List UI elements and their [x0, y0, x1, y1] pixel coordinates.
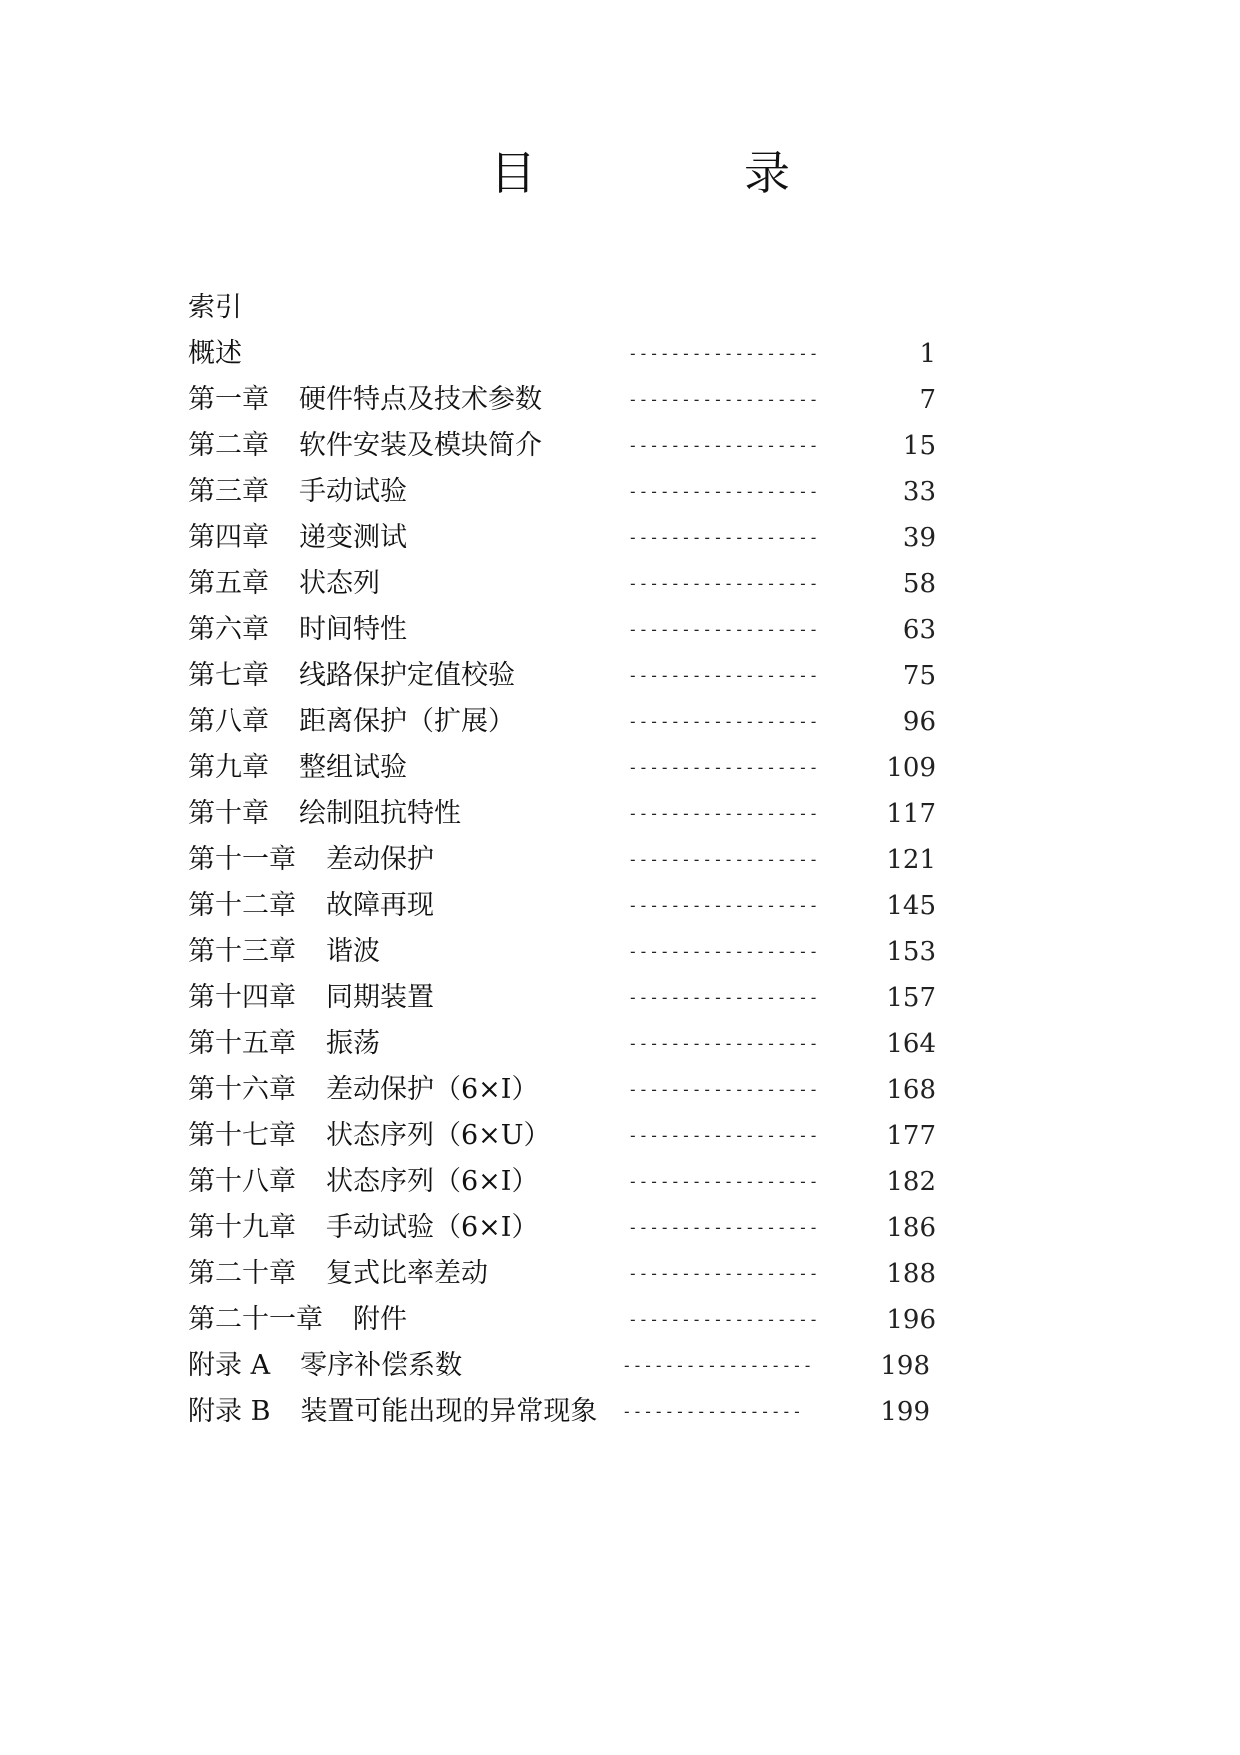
- toc-page-number: 196: [886, 1305, 936, 1335]
- toc-entry[interactable]: [188, 837, 948, 883]
- toc-entry[interactable]: [188, 469, 948, 515]
- toc-chapter-name: 硬件特点及技术参数: [299, 384, 542, 415]
- toc-leader-dashes: ------------------: [628, 390, 820, 409]
- toc-leader-dashes: ------------------: [628, 1080, 820, 1099]
- toc-entry-label: [188, 1251, 488, 1297]
- toc-entry-label: [188, 1297, 407, 1343]
- toc-chapter-name: 附件: [353, 1304, 407, 1335]
- toc-page-number: 182: [886, 1167, 936, 1197]
- toc-entry-label: [188, 653, 515, 699]
- toc-chapter-name: 状态列: [299, 568, 380, 599]
- toc-entry[interactable]: [188, 607, 948, 653]
- toc-entry-label: [188, 1205, 538, 1251]
- toc-leader-dashes: ------------------: [628, 1310, 820, 1329]
- toc-entry[interactable]: [188, 745, 948, 791]
- toc-chapter-number: 附录 A: [188, 1350, 271, 1381]
- title-char-right: 录: [744, 146, 790, 200]
- toc-chapter-name: 手动试验（6×I）: [326, 1212, 539, 1243]
- toc-page-number: 186: [886, 1213, 936, 1243]
- toc-entry-label: [188, 837, 434, 883]
- toc-chapter-number: 第二十一章: [188, 1304, 323, 1335]
- toc-page-number: 75: [902, 661, 936, 691]
- toc-chapter-name: 距离保护（扩展）: [299, 706, 515, 737]
- toc-chapter-name: 复式比率差动: [326, 1258, 488, 1289]
- toc-leader-dashes: ------------------: [628, 574, 820, 593]
- toc-chapter-name: 时间特性: [299, 614, 407, 645]
- toc-entry-label: [188, 699, 515, 745]
- toc-leader-dashes: ------------------: [628, 436, 820, 455]
- toc-page-number: 177: [886, 1121, 936, 1151]
- toc-entry-label: [188, 607, 407, 653]
- toc-page-number: 109: [886, 753, 936, 783]
- toc-chapter-number: 第十五章: [188, 1028, 296, 1059]
- toc-leader-dashes: ------------------: [628, 850, 820, 869]
- title-char-left: 目: [490, 146, 536, 200]
- toc-entry-label: [188, 975, 434, 1021]
- toc-chapter-number: 第十九章: [188, 1212, 296, 1243]
- toc-entry[interactable]: [188, 423, 948, 469]
- toc-entry[interactable]: [188, 1297, 948, 1343]
- toc-entry-label: [188, 423, 542, 469]
- toc-chapter-number: 第十三章: [188, 936, 296, 967]
- toc-page-number: 7: [919, 385, 936, 415]
- toc-entry-label: [188, 377, 542, 423]
- toc-entry[interactable]: [188, 1343, 948, 1389]
- toc-chapter-name: 零序补偿系数: [300, 1350, 463, 1381]
- toc-entry[interactable]: [188, 1021, 948, 1067]
- toc-chapter-name: 绘制阻抗特性: [299, 798, 461, 829]
- toc-chapter-number: 第十六章: [188, 1074, 296, 1105]
- toc-entry-label: [188, 791, 461, 837]
- toc-entry[interactable]: [188, 653, 948, 699]
- toc-chapter-number: 第八章: [188, 706, 269, 737]
- toc-leader-dashes: ------------------: [628, 1264, 820, 1283]
- toc-chapter-number: 第十七章: [188, 1120, 296, 1151]
- toc-entry-label: [188, 285, 242, 331]
- toc-entry-label: [188, 1021, 380, 1067]
- toc-entry[interactable]: [188, 285, 948, 331]
- toc-page-number: 96: [902, 707, 936, 737]
- toc-entry[interactable]: [188, 1159, 948, 1205]
- toc-entry[interactable]: [188, 699, 948, 745]
- toc-entry-label: [188, 1067, 538, 1113]
- toc-leader-dashes: ------------------: [628, 1126, 820, 1145]
- toc-chapter-name: 状态序列（6×I）: [326, 1166, 539, 1197]
- toc-chapter-name: 振荡: [326, 1028, 380, 1059]
- toc-page-number: 168: [886, 1075, 936, 1105]
- toc-entry[interactable]: [188, 929, 948, 975]
- toc-chapter-number: 第一章: [188, 384, 269, 415]
- toc-entry[interactable]: [188, 975, 948, 1021]
- toc-entry[interactable]: [188, 1113, 948, 1159]
- toc-chapter-number: 第十一章: [188, 844, 296, 875]
- toc-chapter-name: 线路保护定值校验: [299, 660, 515, 691]
- toc-chapter-name: 手动试验: [299, 476, 407, 507]
- toc-entry[interactable]: [188, 883, 948, 929]
- toc-leader-dashes: ------------------: [628, 1172, 820, 1191]
- toc-entry-label: [188, 469, 407, 515]
- toc-leader-dashes: ------------------: [628, 620, 820, 639]
- toc-chapter-number: 第十八章: [188, 1166, 296, 1197]
- toc-page-number: 117: [886, 799, 936, 829]
- toc-entry[interactable]: [188, 561, 948, 607]
- toc-entry[interactable]: [188, 1205, 948, 1251]
- toc-chapter-name: 递变测试: [299, 522, 407, 553]
- toc-chapter-number: 第六章: [188, 614, 269, 645]
- toc-chapter-number: 第三章: [188, 476, 269, 507]
- toc-chapter-name: 整组试验: [299, 752, 407, 783]
- toc-page-number: 15: [902, 431, 936, 461]
- toc-chapter-number: 第四章: [188, 522, 269, 553]
- toc-page-number: 153: [886, 937, 936, 967]
- toc-leader-dashes: ------------------: [628, 1218, 820, 1237]
- toc-page-number: 188: [886, 1259, 936, 1289]
- toc-leader-dashes: ------------------: [628, 1034, 820, 1053]
- toc-entry[interactable]: [188, 515, 948, 561]
- toc-entry-label: [188, 561, 380, 607]
- toc-page-number: 58: [902, 569, 936, 599]
- toc-entry[interactable]: [188, 377, 948, 423]
- toc-page-number: 157: [886, 983, 936, 1013]
- toc-page-number: 164: [886, 1029, 936, 1059]
- toc-leader-dashes: ------------------: [628, 528, 820, 547]
- toc-entry-label: [188, 1113, 551, 1159]
- toc-chapter-name: 装置可能出现的异常现象: [300, 1396, 598, 1427]
- toc-entry[interactable]: [188, 331, 948, 377]
- toc-leader-dashes: ------------------: [622, 1356, 814, 1375]
- toc-chapter-number: 第十四章: [188, 982, 296, 1013]
- toc-entry-label: [188, 929, 380, 975]
- toc-entry[interactable]: [188, 791, 948, 837]
- toc-chapter-number: 第十二章: [188, 890, 296, 921]
- toc-chapter-number: 第九章: [188, 752, 269, 783]
- toc-entry-label: [188, 745, 407, 791]
- toc-leader-dashes: ------------------: [628, 942, 820, 961]
- toc-leader-dashes: ------------------: [628, 344, 820, 363]
- toc-entry-label: [188, 1389, 597, 1435]
- toc-chapter-name: 软件安装及模块简介: [299, 430, 542, 461]
- toc-page-number: 33: [902, 477, 936, 507]
- toc-chapter-number: 第二十章: [188, 1258, 296, 1289]
- toc-leader-dashes: -----------------: [622, 1402, 803, 1421]
- toc-chapter-name: 故障再现: [326, 890, 434, 921]
- toc-leader-dashes: ------------------: [628, 482, 820, 501]
- toc-leader-dashes: ------------------: [628, 712, 820, 731]
- toc-chapter-number: 附录 B: [188, 1396, 271, 1427]
- toc-page-number: 1: [919, 339, 936, 369]
- toc-chapter-name: 状态序列（6×U）: [326, 1120, 551, 1151]
- toc-page-number: 198: [880, 1351, 930, 1381]
- toc-leader-dashes: ------------------: [628, 758, 820, 777]
- toc-entry[interactable]: [188, 1389, 948, 1435]
- toc-leader-dashes: ------------------: [628, 666, 820, 685]
- toc-chapter-number: 概述: [188, 338, 242, 369]
- toc-entry-label: [188, 1343, 462, 1389]
- toc-page-number: 63: [902, 615, 936, 645]
- toc-page-number: 39: [902, 523, 936, 553]
- toc-chapter-name: 差动保护（6×I）: [326, 1074, 539, 1105]
- toc-entry[interactable]: [188, 1067, 948, 1113]
- toc-chapter-number: 第十章: [188, 798, 269, 829]
- toc-chapter-name: 差动保护: [326, 844, 434, 875]
- toc-entry-label: [188, 515, 407, 561]
- toc-chapter-number: 索引: [188, 292, 242, 323]
- toc-leader-dashes: ------------------: [628, 988, 820, 1007]
- toc-entry-label: [188, 331, 242, 377]
- toc-page-number: 121: [886, 845, 936, 875]
- toc-leader-dashes: ------------------: [628, 896, 820, 915]
- toc-chapter-number: 第五章: [188, 568, 269, 599]
- toc-page-number: 199: [880, 1397, 930, 1427]
- page-title: [490, 146, 790, 200]
- toc-entry[interactable]: [188, 1251, 948, 1297]
- toc-chapter-name: 同期装置: [326, 982, 434, 1013]
- toc-chapter-number: 第七章: [188, 660, 269, 691]
- toc-leader-dashes: ------------------: [628, 804, 820, 823]
- toc-chapter-number: 第二章: [188, 430, 269, 461]
- table-of-contents: [188, 285, 948, 1435]
- toc-entry-label: [188, 883, 434, 929]
- toc-chapter-name: 谐波: [326, 936, 380, 967]
- toc-entry-label: [188, 1159, 538, 1205]
- toc-page-number: 145: [886, 891, 936, 921]
